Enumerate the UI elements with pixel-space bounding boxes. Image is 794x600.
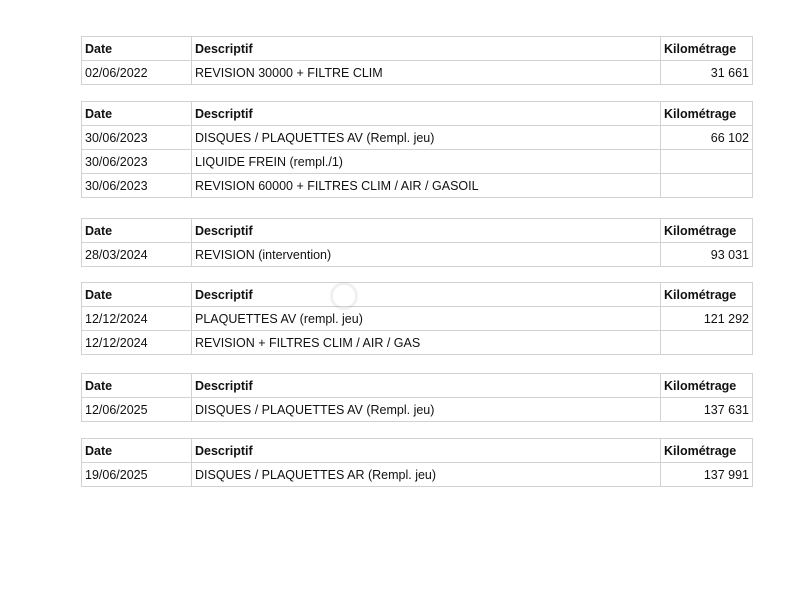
cell-date: 12/12/2024 xyxy=(82,307,192,331)
cell-kilometrage: 31 661 xyxy=(661,61,753,85)
table-row xyxy=(82,174,753,198)
cell-date: 12/06/2025 xyxy=(82,398,192,422)
header-date: Date xyxy=(82,37,192,61)
header-descriptif: Descriptif xyxy=(192,374,661,398)
maintenance-table-3 xyxy=(81,218,753,267)
header-descriptif: Descriptif xyxy=(192,219,661,243)
cell-descriptif: DISQUES / PLAQUETTES AR (Rempl. jeu) xyxy=(192,463,661,487)
header-descriptif: Descriptif xyxy=(192,439,661,463)
cell-date: 30/06/2023 xyxy=(82,150,192,174)
table-row xyxy=(82,61,753,85)
cell-descriptif: PLAQUETTES AV (rempl. jeu) xyxy=(192,307,661,331)
cell-kilometrage xyxy=(661,331,753,355)
header-date: Date xyxy=(82,374,192,398)
cell-kilometrage: 121 292 xyxy=(661,307,753,331)
maintenance-table-5 xyxy=(81,373,753,422)
header-kilometrage: Kilométrage xyxy=(661,102,753,126)
cell-date: 12/12/2024 xyxy=(82,331,192,355)
table-row xyxy=(82,150,753,174)
table-header-row xyxy=(82,37,753,61)
table-row xyxy=(82,398,753,422)
cell-kilometrage xyxy=(661,150,753,174)
header-date: Date xyxy=(82,439,192,463)
maintenance-table-6 xyxy=(81,438,753,487)
header-kilometrage: Kilométrage xyxy=(661,283,753,307)
table-row xyxy=(82,126,753,150)
maintenance-table-1 xyxy=(81,36,753,85)
table-row xyxy=(82,331,753,355)
header-date: Date xyxy=(82,219,192,243)
header-descriptif: Descriptif xyxy=(192,102,661,126)
cell-descriptif: REVISION 30000 + FILTRE CLIM xyxy=(192,61,661,85)
table-row xyxy=(82,243,753,267)
cell-kilometrage: 137 991 xyxy=(661,463,753,487)
cell-kilometrage: 93 031 xyxy=(661,243,753,267)
cell-descriptif: DISQUES / PLAQUETTES AV (Rempl. jeu) xyxy=(192,126,661,150)
cell-descriptif: REVISION + FILTRES CLIM / AIR / GAS xyxy=(192,331,661,355)
cell-descriptif: REVISION (intervention) xyxy=(192,243,661,267)
table-header-row xyxy=(82,219,753,243)
table-header-row xyxy=(82,374,753,398)
header-kilometrage: Kilométrage xyxy=(661,439,753,463)
watermark-logo xyxy=(330,280,465,330)
header-descriptif: Descriptif xyxy=(192,37,661,61)
header-kilometrage: Kilométrage xyxy=(661,37,753,61)
header-descriptif: Descriptif xyxy=(192,283,661,307)
table-header-row xyxy=(82,102,753,126)
header-date: Date xyxy=(82,283,192,307)
cell-date: 30/06/2023 xyxy=(82,174,192,198)
cell-descriptif: DISQUES / PLAQUETTES AV (Rempl. jeu) xyxy=(192,398,661,422)
table-row xyxy=(82,463,753,487)
header-kilometrage: Kilométrage xyxy=(661,374,753,398)
cell-descriptif: LIQUIDE FREIN (rempl./1) xyxy=(192,150,661,174)
cell-kilometrage: 66 102 xyxy=(661,126,753,150)
cell-date: 28/03/2024 xyxy=(82,243,192,267)
header-date: Date xyxy=(82,102,192,126)
header-kilometrage: Kilométrage xyxy=(661,219,753,243)
cell-date: 02/06/2022 xyxy=(82,61,192,85)
cell-kilometrage: 137 631 xyxy=(661,398,753,422)
cell-descriptif: REVISION 60000 + FILTRES CLIM / AIR / GASOIL xyxy=(192,174,661,198)
table-header-row xyxy=(82,439,753,463)
maintenance-table-2 xyxy=(81,101,753,198)
cell-date: 30/06/2023 xyxy=(82,126,192,150)
cell-date: 19/06/2025 xyxy=(82,463,192,487)
cell-kilometrage xyxy=(661,174,753,198)
